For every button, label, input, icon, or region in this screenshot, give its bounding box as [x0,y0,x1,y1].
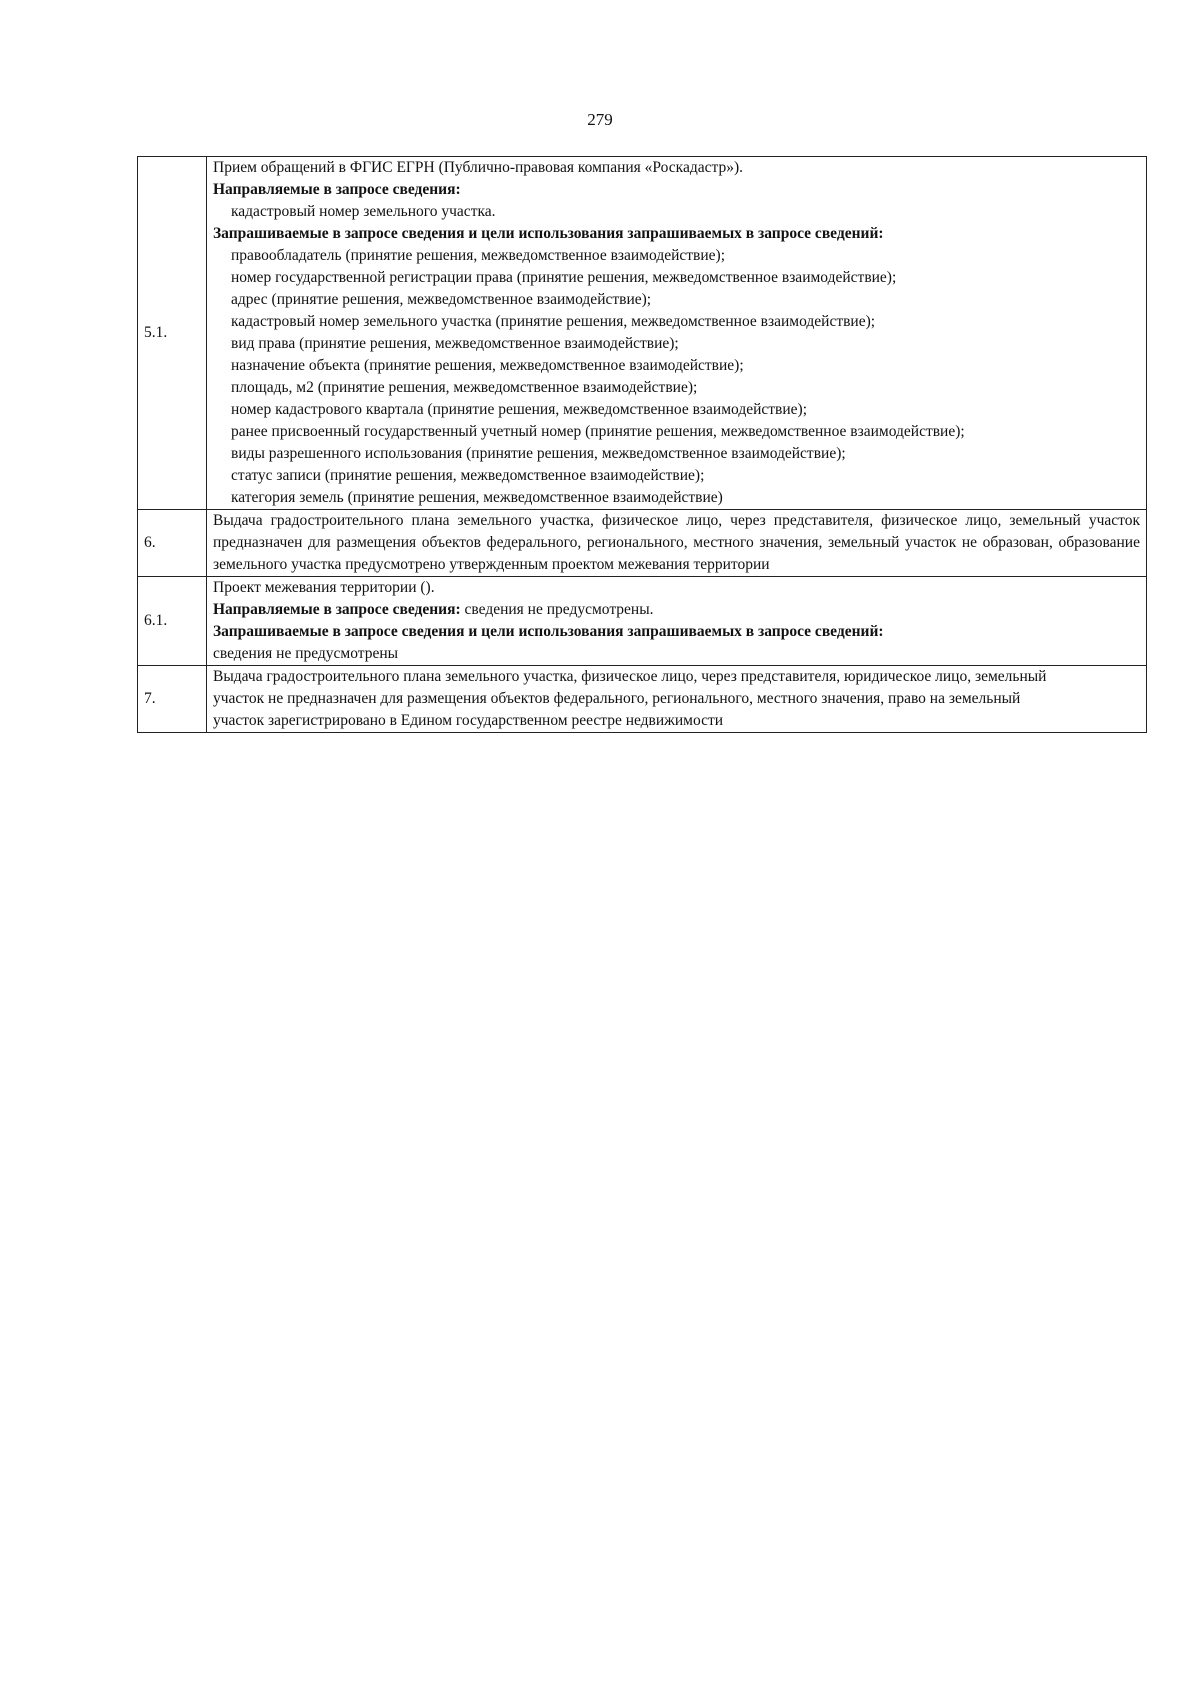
row-content [207,157,1147,510]
request-intro: Прием обращений в ФГИС ЕГРН (Публично-правовая компания «Роскадастр»). [213,159,743,176]
requested-info-item: категория земель (принятие решения, межведомственное взаимодействие) [231,489,723,506]
requested-info-value: сведения не предусмотрены [213,645,399,662]
requested-info-item: правообладатель (принятие решения, межведомственное взаимодействие); [231,247,726,264]
request-intro: Проект межевания территории (). [213,579,435,596]
requested-info-item: площадь, м2 (принятие решения, межведомственное взаимодействие); [231,379,698,396]
sent-info-line [213,599,1140,621]
requested-info-item: кадастровый номер земельного участка (принятие решения, межведомственное взаимодействие); [231,313,876,330]
requested-info-item: номер государственной регистрации права (принятие решения, межведомственное взаимодействие); [231,269,897,286]
sent-info-heading: Направляемые в запросе сведения: [213,601,461,618]
page-number: 279 [587,110,613,129]
table-row [138,157,1147,510]
requested-info-item: номер кадастрового квартала (принятие решения, межведомственное взаимодействие); [231,401,808,418]
sent-info-heading: Направляемые в запросе сведения: [213,181,461,198]
requested-info-item: виды разрешенного использования (принятие решения, межведомственное взаимодействие); [231,445,846,462]
sent-info-item: кадастровый номер земельного участка. [231,203,496,220]
row-content [207,666,1147,733]
table-row [138,666,1147,733]
requested-info-item: назначение объекта (принятие решения, межведомственное взаимодействие); [231,357,744,374]
requested-info-item: адрес (принятие решения, межведомственное взаимодействие); [231,291,652,308]
service-description: Выдача градостроительного плана земельного участка, физическое лицо, через представителя, юридическое лицо, земельный участок не предназначен для размещения объектов федерального, регионального, местного значения, право на земельный участок зарегистрировано в Едином государственном реестре недвижимости [213,668,1047,729]
row-number: 6. [138,510,207,577]
table-row [138,577,1147,666]
row-number: 6.1. [138,577,207,666]
row-content [207,577,1147,666]
row-number: 5.1. [138,157,207,510]
service-description: Выдача градостроительного плана земельного участка, физическое лицо, через представителя, физическое лицо, земельный участок предназначен для размещения объектов федерального, регионального, местного значения, земельный участок не образован, образование земельного участка предусмотрено утвержденным проектом межевания территории [213,512,1140,573]
requested-info-item: ранее присвоенный государственный учетный номер (принятие решения, межведомственное взаимодействие); [231,423,965,440]
requested-info-heading: Запрашиваемые в запросе сведения и цели использования запрашиваемых в запросе сведений: [213,225,884,242]
row-number: 7. [138,666,207,733]
table-row [138,510,1147,577]
requested-info-item: вид права (принятие решения, межведомственное взаимодействие); [231,335,679,352]
sent-info-value: сведения не предусмотрены. [460,601,654,618]
requested-info-item: статус записи (принятие решения, межведомственное взаимодействие); [231,467,705,484]
services-table [137,156,1147,733]
requested-info-heading: Запрашиваемые в запросе сведения и цели использования запрашиваемых в запросе сведений: [213,623,884,640]
row-content [207,510,1147,577]
